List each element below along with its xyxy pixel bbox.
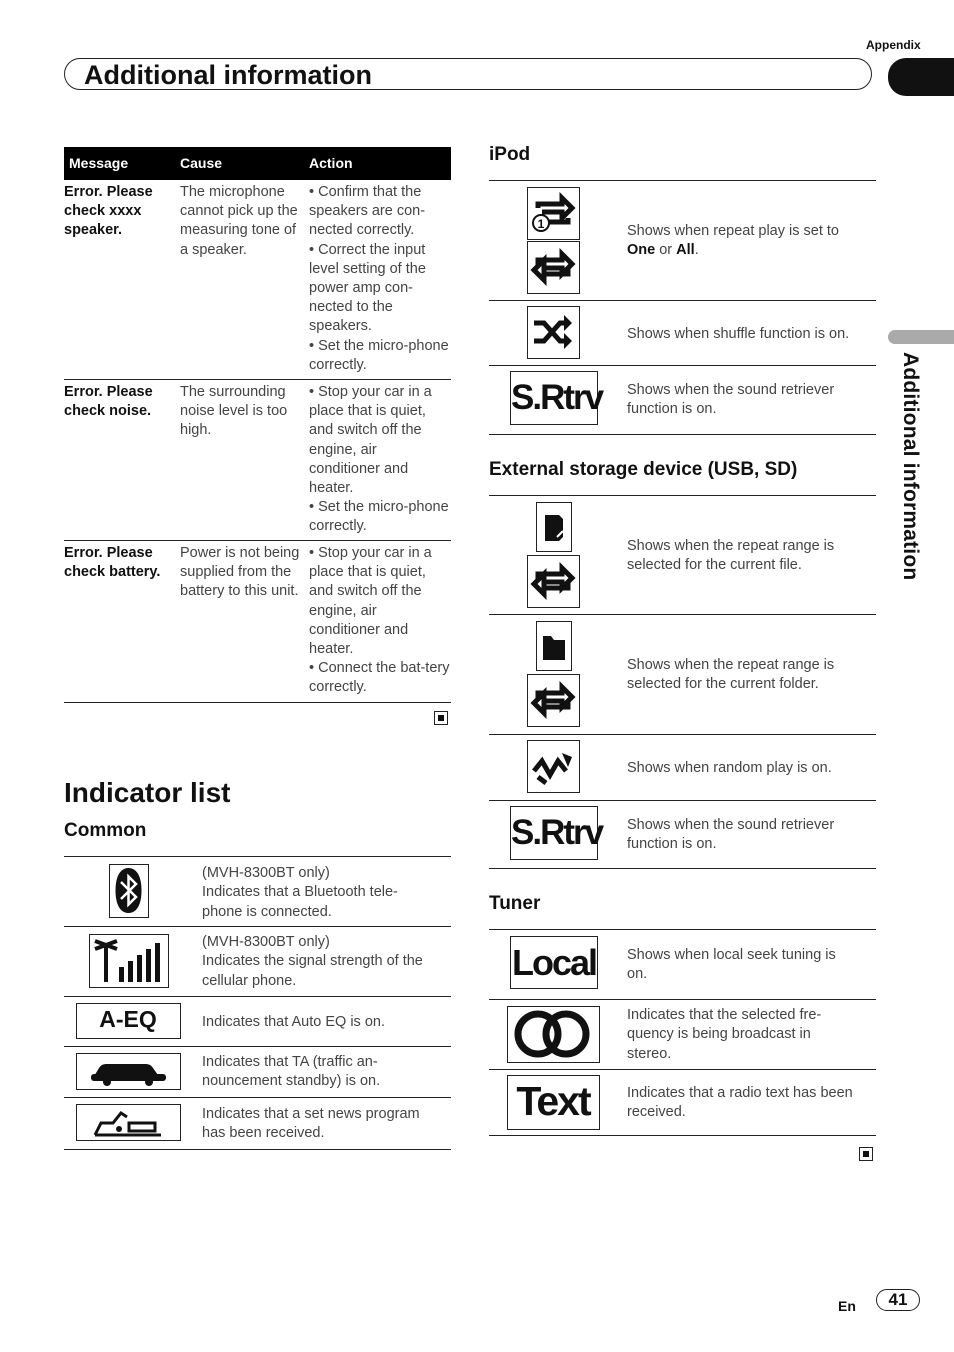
col-cause: Cause [180,155,223,171]
news-icon [76,1104,181,1141]
indicator-list-title: Indicator list [64,777,231,808]
sound-retriever-icon-label: S.Rtrv [511,378,603,417]
common-heading: Common [64,820,147,841]
indicator-text: Shows when the repeat range is [627,657,835,673]
local-seek-icon-label: Local [511,942,597,983]
action-item: • Stop your car in a place that is quiet, and switch off the engine, air conditioner and heater. [309,545,432,658]
table-row [64,541,451,703]
indicator-text: (MVH-8300BT only) [202,934,330,950]
indicator-text: (MVH-8300BT only) [202,865,330,881]
sound-retriever-icon-label: S.Rtrv [511,813,603,852]
end-mark-icon [859,1147,873,1161]
section-tab-marker [888,58,954,96]
indicator-row [489,801,876,869]
message-cell: Error. Please check noise. [64,384,153,420]
indicator-row [489,1070,876,1136]
external-storage-heading: External storage device (USB, SD) [489,459,798,480]
repeat-folder-icon [527,674,580,727]
indicator-text: nouncement standby) is on. [202,1073,381,1090]
ipod-heading: iPod [489,144,531,165]
indicator-text: phone is connected. [202,903,332,920]
bluetooth-icon [109,864,149,918]
page-title: Additional information [84,60,372,90]
cause-cell: Power is not being supplied from the battery to this unit. [180,545,300,600]
indicator-text: Indicates that Auto EQ is on. [202,1014,385,1030]
indicator-text: Shows when the sound retriever [627,817,835,833]
cause-cell: The surrounding noise level is too high. [180,384,288,439]
indicator-text: received. [627,1104,686,1121]
indicator-row [489,497,876,615]
file-icon [536,502,572,552]
repeat-one-icon [527,187,580,240]
indicator-text: selected for the current file. [627,557,802,574]
indicator-row [64,1047,451,1098]
indicator-text: Indicates that a set news program [202,1106,420,1122]
indicator-text: on. [627,966,648,983]
message-table-header [64,147,451,180]
language-label: En [838,1298,856,1314]
indicator-text: cellular phone. [202,972,297,989]
action-item: • Correct the input level setting of the power amp con-nected to the speakers. [309,241,426,335]
appendix-label: Appendix [866,38,921,52]
indicator-text: quency is being broadcast in [627,1026,811,1043]
table-row [64,180,451,380]
sound-retriever-icon [510,371,603,425]
side-section-label: Additional information [899,352,922,581]
indicator-text: function is on. [627,836,717,853]
indicator-text-options: One or All. [627,242,699,259]
radio-text-icon-label: Text [516,1078,590,1124]
cause-cell: The microphone cannot pick up the measuring tone of a speaker. [180,184,298,258]
action-item: • Confirm that the speakers are con-nected correctly. [309,184,426,239]
indicator-row [489,616,876,735]
action-cell [309,544,451,698]
action-item: • Set the micro-phone correctly. [309,499,449,535]
action-cell [309,383,451,537]
divider [489,495,876,496]
indicator-text: Indicates that a radio text has been [627,1085,853,1101]
page-number: 41 [876,1289,920,1311]
repeat-all-icon [527,241,580,294]
indicator-text: Shows when shuffle function is on. [627,326,850,342]
message-cell: Error. Please check battery. [64,545,161,581]
divider [489,180,876,181]
indicator-text: Shows when random play is on. [627,760,832,776]
action-item: • Stop your car in a place that is quiet, and switch off the engine, air conditioner and heater. [309,384,432,497]
indicator-text: has been received. [202,1125,325,1142]
indicator-row [489,366,876,435]
table-row [64,380,451,541]
message-cell: Error. Please check xxxx speaker. [64,184,153,239]
side-tab-bar [888,330,954,344]
indicator-text: Indicates that the selected fre- [627,1007,822,1023]
indicator-text: Indicates that TA (traffic an- [202,1054,378,1070]
indicator-text: Indicates the signal strength of the [202,953,423,970]
repeat-file-icon [527,555,580,608]
action-item: • Set the micro-phone correctly. [309,337,449,373]
indicator-text: Shows when local seek tuning is [627,947,836,963]
action-cell [309,183,451,375]
indicator-text: Shows when repeat play is set to [627,223,839,239]
col-action: Action [309,155,353,171]
indicator-row [64,1098,451,1150]
traffic-car-icon [76,1053,181,1090]
a-eq-icon-label: A-EQ [99,1006,157,1032]
indicator-text: stereo. [627,1045,672,1062]
indicator-row [489,735,876,801]
indicator-row [64,997,451,1047]
indicator-row [64,927,451,997]
divider [64,856,451,857]
indicator-text: function is on. [627,401,717,418]
svg-text:1: 1 [537,217,545,231]
folder-icon [536,621,572,671]
action-item: • Connect the bat-tery correctly. [309,660,450,696]
indicator-text: Shows when the sound retriever [627,382,835,398]
sound-retriever-icon [510,806,603,860]
indicator-row [489,182,876,301]
signal-strength-icon [89,934,169,988]
a-eq-icon [76,1003,181,1039]
indicator-text: Shows when the repeat range is [627,538,835,554]
indicator-text: selected for the current folder. [627,676,819,693]
tuner-heading: Tuner [489,893,541,914]
indicator-row [489,301,876,366]
indicator-text: Indicates that a Bluetooth tele- [202,884,398,901]
indicator-row [489,1000,876,1070]
indicator-row [489,931,876,1000]
stereo-icon [507,1006,600,1063]
indicator-row [64,858,451,927]
end-mark-icon [434,711,448,725]
random-icon [527,740,580,793]
shuffle-icon [527,306,580,359]
divider [489,929,876,930]
radio-text-icon [507,1075,600,1130]
col-message: Message [69,155,129,171]
local-seek-icon [510,936,598,989]
